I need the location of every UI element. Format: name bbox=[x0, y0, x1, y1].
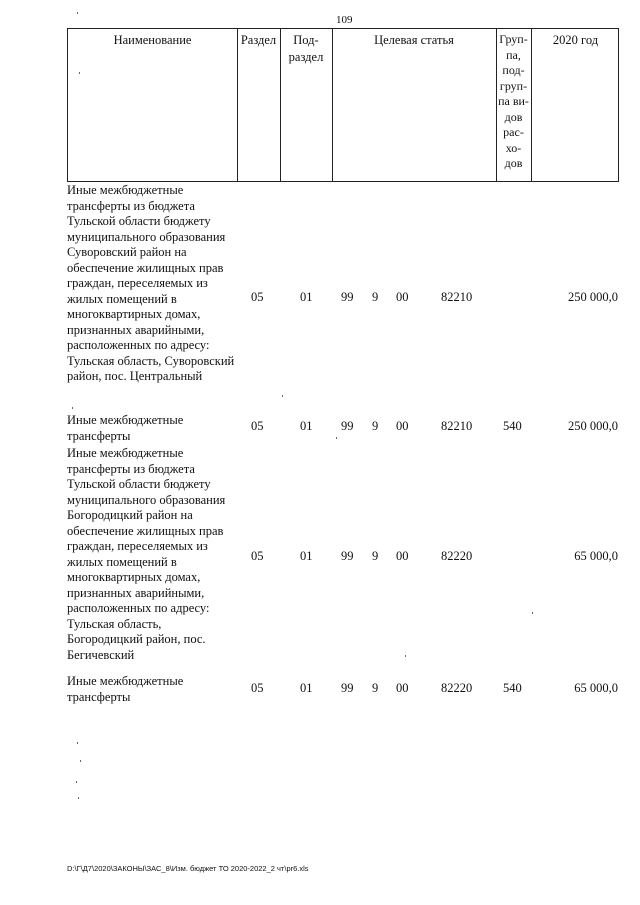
row-code-4: 82220 bbox=[441, 681, 473, 695]
row-podrazdel: 01 bbox=[300, 290, 313, 304]
row-razdel: 05 bbox=[251, 290, 264, 304]
row-code-3: 00 bbox=[396, 419, 409, 433]
row-podrazdel: 01 bbox=[300, 419, 313, 433]
row-razdel: 05 bbox=[251, 549, 264, 563]
row-group: 540 bbox=[503, 419, 522, 433]
row-code-4: 82220 bbox=[441, 549, 473, 563]
row-code-1: 99 bbox=[341, 290, 354, 304]
header-name: Наименование bbox=[113, 33, 192, 47]
row-podrazdel: 01 bbox=[300, 549, 313, 563]
row-amount: 250 000,0 bbox=[568, 419, 618, 433]
header-year: 2020 год bbox=[552, 33, 599, 47]
header-group: Груп- па, под- груп- па ви- дов рас- хо- дов bbox=[498, 32, 529, 170]
row-group: 540 bbox=[503, 681, 522, 695]
row-amount: 65 000,0 bbox=[574, 549, 618, 563]
header-target: Целевая статья bbox=[374, 33, 454, 47]
row-code-2: 9 bbox=[372, 290, 379, 304]
row-code-3: 00 bbox=[396, 681, 409, 695]
header-subsection: Под- раздел bbox=[288, 33, 324, 64]
row-code-3: 00 bbox=[396, 549, 409, 563]
row-code-2: 9 bbox=[372, 681, 379, 695]
row-code-4: 82210 bbox=[441, 290, 473, 304]
row-name: Иные межбюджетные трансферты bbox=[67, 674, 184, 704]
row-podrazdel: 01 bbox=[300, 681, 313, 695]
row-code-1: 99 bbox=[341, 549, 354, 563]
row-name: Иные межбюджетные трансферты bbox=[67, 413, 184, 443]
row-code-3: 00 bbox=[396, 290, 409, 304]
row-name: Иные межбюджетные трансферты из бюджета Тульской области бюджету муниципального образования Богородицкий район на обеспечение жилищных прав граждан, переселяемых из жилых помещений в многоквартирных домах, признанных аварийными, расположенных по адресу: Тульская область, Богородицкий район, пос. Бегичевский bbox=[67, 446, 226, 662]
row-amount: 250 000,0 bbox=[568, 290, 618, 304]
row-name: Иные межбюджетные трансферты из бюджета Тульской области бюджету муниципального образования Суворовский район на обеспечение жилищных прав граждан, переселяемых из жилых помещений в многоквартирных домах, признанных аварийными, расположенных по адресу: Тульская область, Суворовский район, пос. Центральный bbox=[67, 183, 235, 383]
row-code-1: 99 bbox=[341, 681, 354, 695]
table-header bbox=[67, 28, 619, 182]
page-number: 109 bbox=[336, 14, 353, 26]
row-amount: 65 000,0 bbox=[574, 681, 618, 695]
row-code-1: 99 bbox=[341, 419, 354, 433]
footer-file-path: D:\Г\Д7\2020\ЗАКОНЫ\ЗАС_8\Изм. бюджет ТО 2020-2022_2 чт\pr6.xls bbox=[67, 864, 309, 873]
row-razdel: 05 bbox=[251, 419, 264, 433]
row-code-2: 9 bbox=[372, 549, 379, 563]
row-code-4: 82210 bbox=[441, 419, 473, 433]
row-razdel: 05 bbox=[251, 681, 264, 695]
header-section: Раздел bbox=[240, 33, 277, 47]
row-code-2: 9 bbox=[372, 419, 379, 433]
